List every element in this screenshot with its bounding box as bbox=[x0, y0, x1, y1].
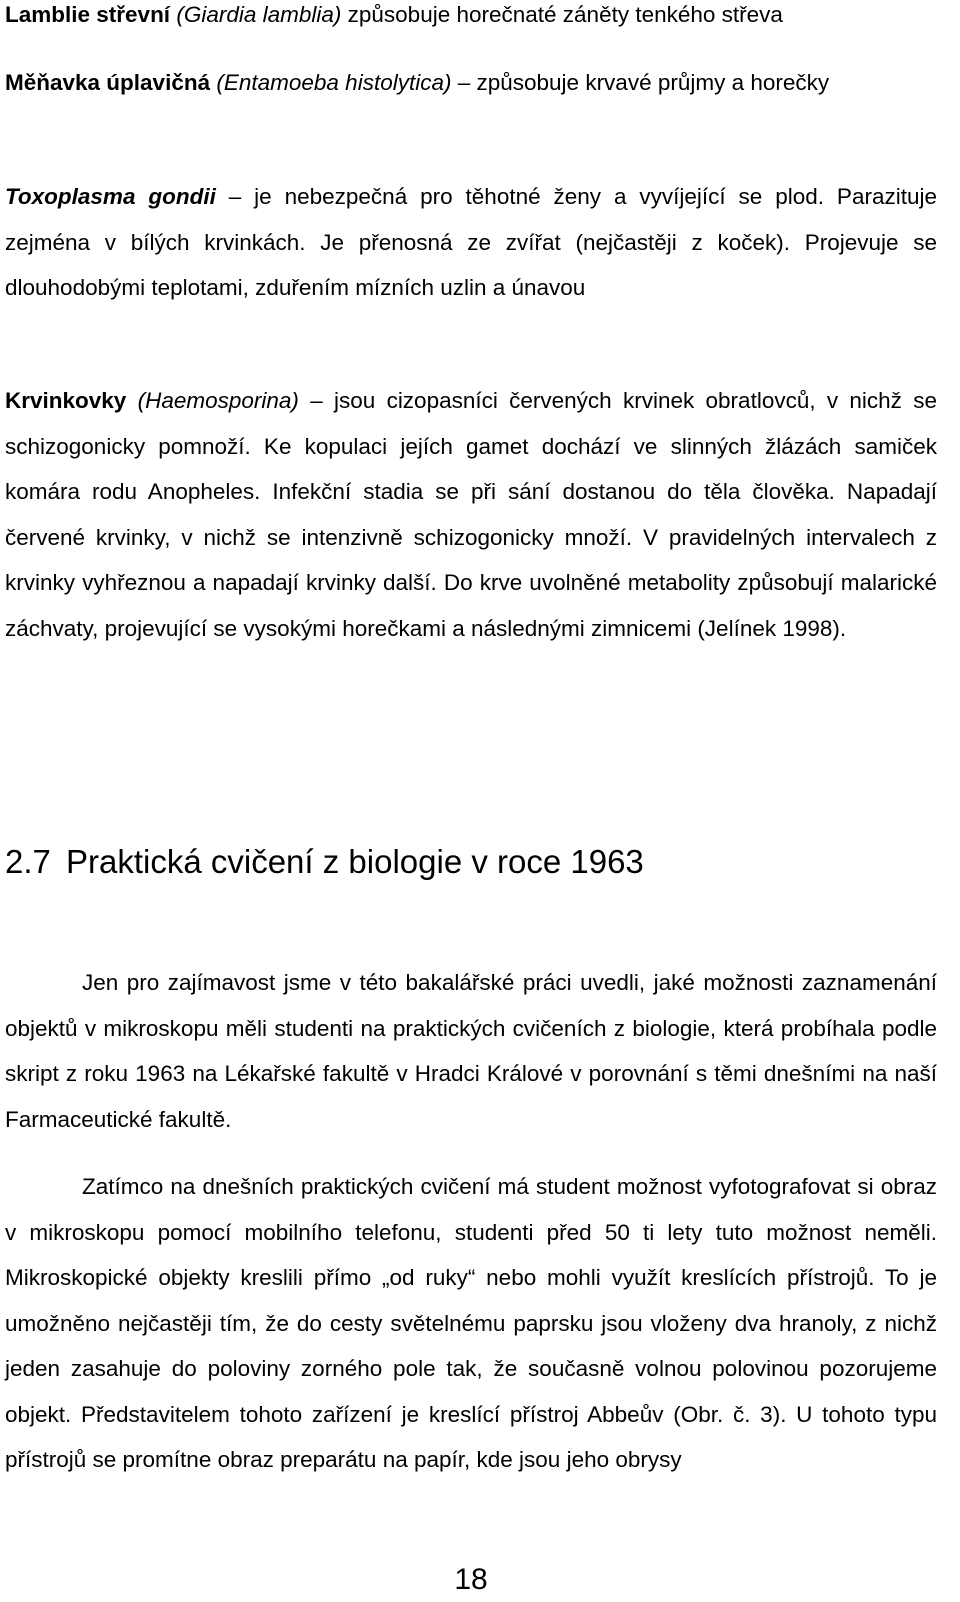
latin-krvinkovky: (Haemosporina) bbox=[137, 388, 299, 413]
section-number: 2.7 bbox=[5, 843, 51, 880]
term-toxoplasma: Toxoplasma gondii bbox=[5, 184, 216, 209]
document-page bbox=[5, 0, 937, 1601]
paragraph-intro: Jen pro zajímavost jsme v této bakalářské práci uvedli, jaké možnosti zaznamenání objektů v mikroskopu měli studenti na praktických cvičeních z biologie, která probíhala podle skript z roku 1963 na Lékařské fakultě v Hradci Králové v porovnání s těmi dnešními na naší Farmaceutické fakultě. bbox=[5, 970, 937, 1132]
latin-menavka: (Entamoeba histolytica) bbox=[216, 70, 452, 95]
text-krvinkovky: – jsou cizopasníci červených krvinek obratlovců, v nichž se schizogonicky pomnoží. Ke kopulaci jejích gamet dochází ve slinných žlázách samiček komára rodu Anopheles. Infekční stadia se při sání dostanou do těla člověka. Napadají červené krvinky, v nichž se intenzivně schizogonicky množí. V pravidelných intervalech z krvinky vyhřeznou a napadají krvinky další. Do krve uvolněné metabolity způsobují malarické záchvaty, projevující se vysokými horečkami a následnými zimnicemi (Jelínek 1998). bbox=[5, 388, 937, 641]
page-number: 18 bbox=[454, 1563, 488, 1596]
term-menavka: Měňavka úplavičná bbox=[5, 70, 211, 95]
section-title: Praktická cvičení z biologie v roce 1963 bbox=[66, 843, 644, 880]
text-menavka: – způsobuje krvavé průjmy a horečky bbox=[451, 70, 830, 95]
paragraph-krvinkovky bbox=[5, 378, 937, 651]
term-krvinkovky: Krvinkovky bbox=[5, 388, 127, 413]
latin-lamblie: (Giardia lamblia) bbox=[176, 2, 342, 27]
paragraph-toxoplasma bbox=[5, 174, 937, 311]
paragraph-lamblie bbox=[5, 0, 937, 38]
text-lamblie: způsobuje horečnaté záněty tenkého střeva bbox=[341, 2, 783, 27]
paragraph-menavka bbox=[5, 60, 937, 106]
term-lamblie: Lamblie střevní bbox=[5, 2, 171, 27]
section-heading bbox=[5, 838, 644, 886]
paragraph-zatimco: Zatímco na dnešních praktických cvičení má student možnost vyfotografovat si obraz v mikroskopu pomocí mobilního telefonu, studenti před 50 ti lety tuto možnost neměli. Mikroskopické objekty kreslili přímo „od ruky“ nebo mohli využít kreslících přístrojů. To je umožněno nejčastěji tím, že do cesty světelnému paprsku jsou vloženy dva hranoly, z nichž jeden zasahuje do poloviny zorného pole tak, že současně volnou polovinou pozorujeme objekt. Představitelem tohoto zařízení je kreslící přístroj Abbeův (Obr. č. 3). U tohoto typu přístrojů se promítne obraz preparátu na papír, kde jsou jeho obrysy bbox=[5, 1174, 937, 1472]
text-toxoplasma: – je nebezpečná pro těhotné ženy a vyvíjející se plod. Parazituje zejména v bílých krvinkách. Je přenosná ze zvířat (nejčastěji z koček). Projevuje se dlouhodobými teplotami, zduřením mízních uzlin a únavou bbox=[5, 184, 937, 300]
